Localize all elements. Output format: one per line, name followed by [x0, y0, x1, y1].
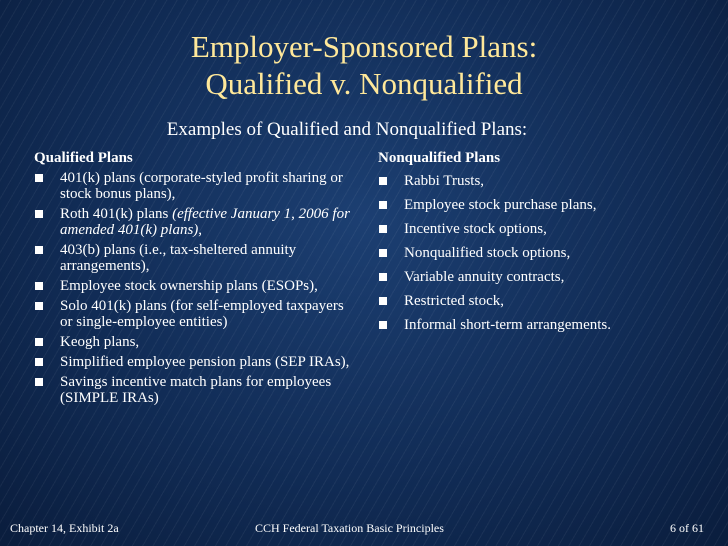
square-bullet-icon	[35, 358, 43, 366]
nonqualified-plans-list	[378, 173, 708, 333]
list-item: Simplified employee pension plans (SEP IRAs),	[34, 354, 354, 370]
square-bullet-icon	[35, 246, 43, 254]
nonqualified-plans-heading: Nonqualified Plans	[378, 150, 501, 166]
nonqualified-plans-column	[378, 150, 708, 341]
square-bullet-icon	[35, 282, 43, 290]
list-item: Employee stock ownership plans (ESOPs),	[34, 278, 354, 294]
list-item: Solo 401(k) plans (for self-employed taxpayers or single-employee entities)	[34, 298, 354, 330]
list-item: Savings incentive match plans for employees (SIMPLE IRAs)	[34, 374, 354, 406]
square-bullet-icon	[35, 302, 43, 310]
square-bullet-icon	[35, 378, 43, 386]
slide-title-line-1: Employer-Sponsored Plans:	[190, 29, 538, 64]
square-bullet-icon	[379, 321, 387, 329]
footer-page-number: 6 of 61	[670, 521, 704, 535]
list-item: 401(k) plans (corporate-styled profit sharing or stock bonus plans),	[34, 170, 354, 202]
square-bullet-icon	[379, 249, 387, 257]
list-item: 403(b) plans (i.e., tax-sheltered annuity arrangements),	[34, 242, 354, 274]
qualified-plans-list	[34, 170, 354, 406]
square-bullet-icon	[379, 297, 387, 305]
list-item: Incentive stock options,	[378, 221, 708, 237]
qualified-plans-column	[34, 150, 354, 410]
square-bullet-icon	[379, 201, 387, 209]
square-bullet-icon	[35, 174, 43, 182]
list-item: Restricted stock,	[378, 293, 708, 309]
list-item: Employee stock purchase plans,	[378, 197, 708, 213]
list-item: Rabbi Trusts,	[378, 173, 708, 189]
slide-title	[0, 28, 728, 102]
list-item: Nonqualified stock options,	[378, 245, 708, 261]
square-bullet-icon	[379, 273, 387, 281]
list-item: Roth 401(k) plans (effective January 1, 2006 for amended 401(k) plans),	[34, 206, 354, 238]
list-item: Informal short-term arrangements.	[378, 317, 708, 333]
square-bullet-icon	[379, 177, 387, 185]
list-item: Variable annuity contracts,	[378, 269, 708, 285]
square-bullet-icon	[379, 225, 387, 233]
footer-book-title: CCH Federal Taxation Basic Principles	[255, 521, 444, 535]
square-bullet-icon	[35, 210, 43, 218]
slide-subtitle: Examples of Qualified and Nonqualified Plans:	[166, 119, 528, 140]
qualified-plans-heading: Qualified Plans	[34, 150, 133, 166]
square-bullet-icon	[35, 338, 43, 346]
list-item: Keogh plans,	[34, 334, 354, 350]
slide-title-line-2: Qualified v. Nonqualified	[205, 66, 523, 101]
footer-chapter-label: Chapter 14, Exhibit 2a	[10, 521, 119, 535]
